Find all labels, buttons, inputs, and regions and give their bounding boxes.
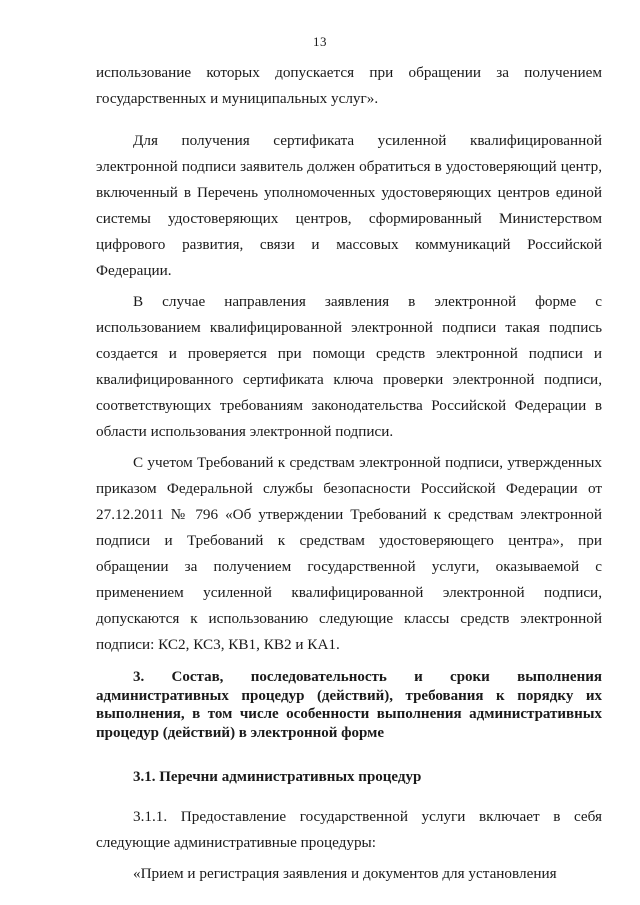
- section-3-heading: 3. Состав, последовательность и сроки выполнения административных процедур (действий), требования к порядку их выполнения, в том числе особенности выполнения административных процедур (действий) в электронной форме: [96, 669, 602, 741]
- section-3-1-heading: 3.1. Перечни административных процедур: [133, 769, 422, 785]
- document-body: [96, 60, 602, 887]
- page-number: 13: [313, 34, 327, 49]
- paragraph-signature-requirements: С учетом Требований к средствам электронной подписи, утвержденных приказом Федеральной службы безопасности Российской Федерации от 27.12.2011 № 796 «Об утверждении Требований к средствам электронной подписи и Требований к средствам удостоверяющего центра», при обращении за получением государственной услуги, оказываемой с применением усиленной квалифицированной электронной подписи, допускаются к использованию следующие классы средств электронной подписи: КС2, КС3, КВ1, КВ2 и КА1.: [96, 454, 602, 653]
- paragraph-3-1-1: 3.1.1. Предоставление государственной услуги включает в себя следующие административные процедуры:: [96, 808, 602, 851]
- paragraph-electronic-signature: В случае направления заявления в электронной форме с использованием квалифицированной электронной подписи такая подпись создается и проверяется при помощи средств электронной подписи и квалифицированного сертификата ключа проверки электронной подписи, соответствующих требованиям законодательства Российской Федерации в области использования электронной подписи.: [96, 293, 602, 440]
- paragraph-procedure-start: «Прием и регистрация заявления и документов для установления: [133, 865, 557, 882]
- paragraph-continuation: использование которых допускается при обращении за получением государственных и муниципальных услуг».: [96, 64, 602, 107]
- paragraph-certificate: Для получения сертификата усиленной квалифицированной электронной подписи заявитель должен обратиться в удостоверяющий центр, включенный в Перечень уполномоченных удостоверяющих центров единой системы удостоверяющих центров, сформированный Министерством цифрового развития, связи и массовых коммуникаций Российской Федерации.: [96, 132, 602, 279]
